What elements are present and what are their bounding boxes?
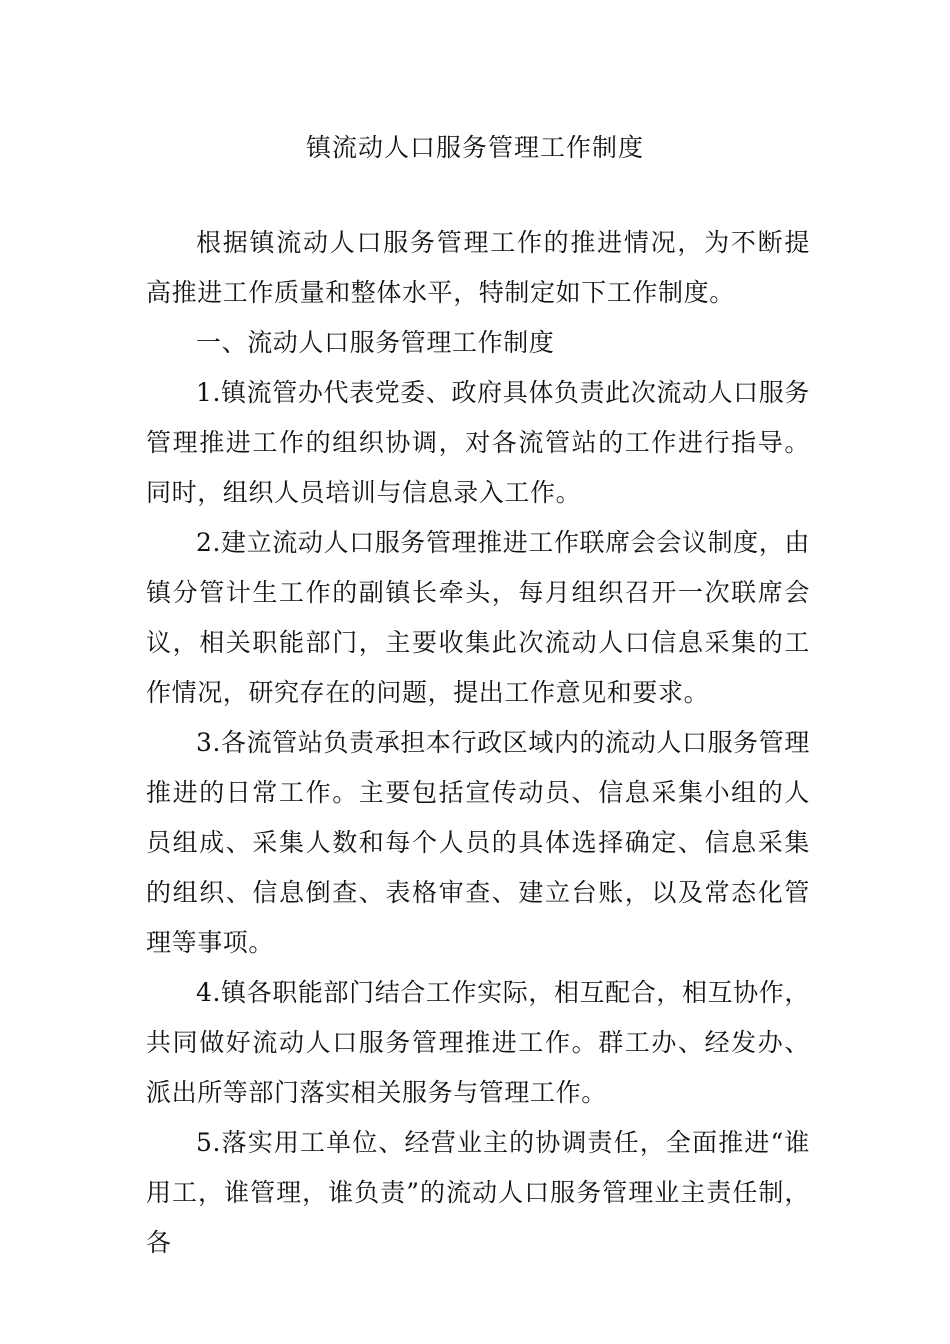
item-1-paragraph: 1.镇流管办代表党委、政府具体负责此次流动人口服务管理推进工作的组织协调，对各流管站的工作进行指导。同时，组织人员培训与信息录入工作。 — [146, 378, 810, 507]
document-body — [146, 218, 810, 1268]
document-title: 镇流动人口服务管理工作制度 — [305, 133, 644, 162]
item-5-paragraph: 5.落实用工单位、经营业主的协调责任，全面推进“谁用工，谁管理，谁负责”的流动人口服务管理业主责任制，各 — [146, 1128, 810, 1257]
item-2-paragraph: 2.建立流动人口服务管理推进工作联席会会议制度，由镇分管计生工作的副镇长牵头，每月组织召开一次联席会议，相关职能部门，主要收集此次流动人口信息采集的工作情况，研究存在的问题，提出工作意见和要求。 — [146, 528, 810, 707]
item-4-paragraph: 4.镇各职能部门结合工作实际，相互配合，相互协作，共同做好流动人口服务管理推进工作。群工办、经发办、派出所等部门落实相关服务与管理工作。 — [146, 978, 810, 1107]
item-3-paragraph: 3.各流管站负责承担本行政区域内的流动人口服务管理推进的日常工作。主要包括宣传动员、信息采集小组的人员组成、采集人数和每个人员的具体选择确定、信息采集的组织、信息倒查、表格审查、建立台账，以及常态化管理等事项。 — [146, 728, 810, 957]
intro-paragraph: 根据镇流动人口服务管理工作的推进情况，为不断提高推进工作质量和整体水平，特制定如下工作制度。 — [146, 228, 810, 307]
section-heading: 一、流动人口服务管理工作制度 — [196, 328, 555, 357]
